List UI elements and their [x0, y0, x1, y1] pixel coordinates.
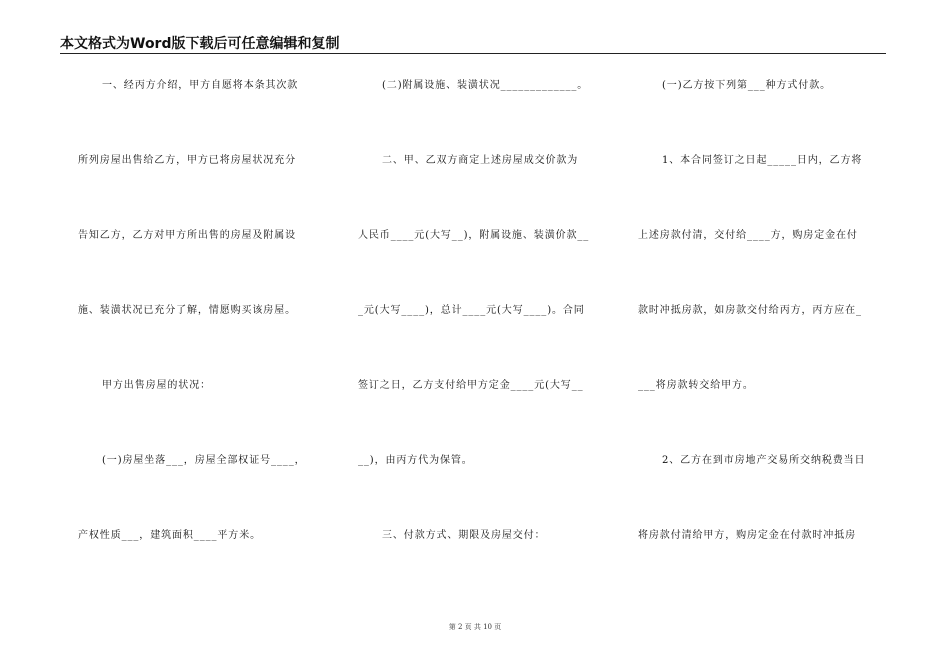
body-text-line: 人民币____元(大写__)，附属设施、装潢价款__ [358, 230, 590, 241]
body-text-line: 上述房款付清，交付给____方，购房定金在付 [638, 230, 858, 241]
body-text-line: (一)乙方按下列第___种方式付款。 [662, 80, 832, 91]
body-text-line: ___将房款转交给甲方。 [638, 380, 754, 391]
body-text-line: (二)附属设施、装潢状况_____________。 [382, 80, 589, 91]
page-header-title: 本文格式为Word版下载后可任意编辑和复制 [60, 36, 340, 52]
body-text-line: 产权性质___，建筑面积____平方米。 [78, 530, 261, 541]
body-text-line: 签订之日，乙方支付给甲方定金____元(大写__ [358, 380, 584, 391]
body-text-line: (一)房屋坐落___，房屋全部权证号____， [102, 455, 306, 466]
body-text-line: 三、付款方式、期限及房屋交付： [382, 530, 546, 541]
body-text-line: 款时冲抵房款，如房款交付给丙方，丙方应在_ [638, 305, 862, 316]
body-text-line: 二、甲、乙双方商定上述房屋成交价款为 [382, 155, 579, 166]
page-number-footer: 第 2 页 共 10 页 [448, 623, 502, 631]
body-text-line: 1、本合同签订之日起_____日内，乙方将 [662, 155, 863, 166]
body-text-line: 施、装潢状况已充分了解，情愿购买该房屋。 [78, 305, 296, 316]
body-text-line: 将房款付清给甲方，购房定金在付款时冲抵房 [638, 530, 856, 541]
body-text-line: 甲方出售房屋的状况： [102, 380, 211, 391]
body-text-line: 一、经丙方介绍，甲方自愿将本条其次款 [102, 80, 299, 91]
body-text-line: __)，由丙方代为保管。 [358, 455, 473, 466]
body-text-line: 2、乙方在到市房地产交易所交纳税费当日 [662, 455, 866, 466]
body-text-line: 告知乙方，乙方对甲方所出售的房屋及附属设 [78, 230, 296, 241]
header-divider [60, 53, 886, 54]
body-text-line: 所列房屋出售给乙方，甲方已将房屋状况充分 [78, 155, 296, 166]
body-text-line: _元(大写____)，总计____元(大写____)。合同 [358, 305, 585, 316]
